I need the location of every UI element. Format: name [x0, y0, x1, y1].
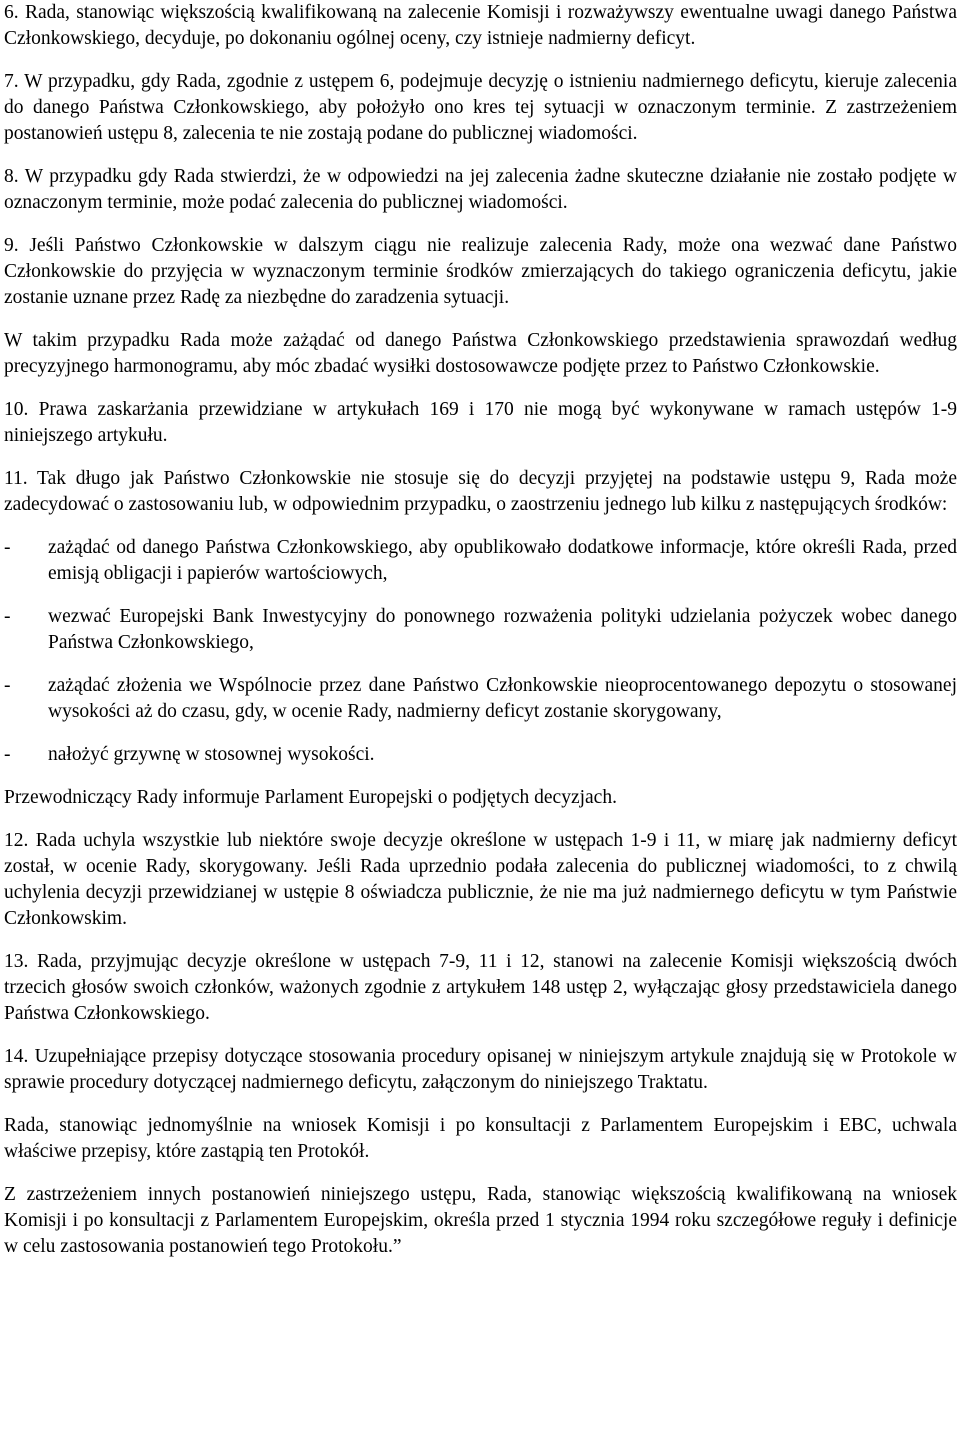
paragraph-14-continuation-1: Rada, stanowiąc jednomyślnie na wniosek Komisji i po konsultacji z Parlamentem Europejskim i EBC, uchwala właściwe przepisy, które zastąpią ten Protokół.: [4, 1115, 957, 1162]
list-item: [4, 604, 957, 656]
list-bullet: -: [4, 744, 11, 765]
list-bullet: -: [4, 675, 11, 696]
paragraph-14-continuation-2: Z zastrzeżeniem innych postanowień niniejszego ustępu, Rada, stanowiąc większością kwalifikowaną na wniosek Komisji i po konsultacji z Parlamentem Europejskim, określa przed 1 stycznia 1994 roku szczegółowe reguły i definicje w celu zastosowania postanowień tego Protokołu.”: [4, 1184, 957, 1257]
paragraph-13: 13. Rada, przyjmując decyzje określone w ustępach 7-9, 11 i 12, stanowi na zalecenie Komisji większością dwóch trzecich głosów swoich członków, ważonych zgodnie z artykułem 148 ustęp 2, wyłączając głosy przedstawiciela danego Państwa Członkowskiego.: [4, 951, 957, 1024]
paragraph-9: 9. Jeśli Państwo Członkowskie w dalszym ciągu nie realizuje zalecenia Rady, może ona wezwać dane Państwo Członkowskie do przyjęcia w wyznaczonym terminie środków zmierzających do takiego ograniczenia deficytu, jakie zostanie uznane przez Radę za niezbędne do zaradzenia sytuacji.: [4, 235, 957, 308]
paragraph-president-informs: Przewodniczący Rady informuje Parlament Europejski o podjętych decyzjach.: [4, 787, 617, 808]
paragraph-6: 6. Rada, stanowiąc większością kwalifikowaną na zalecenie Komisji i rozważywszy ewentualne uwagi danego Państwa Członkowskiego, decyduje, po dokonaniu ogólnej oceny, czy istnieje nadmierny deficyt.: [4, 2, 957, 49]
list-item-text: zażądać od danego Państwa Członkowskiego, aby opublikowało dodatkowe informacje, które określi Rada, przed emisją obligacji i papierów wartościowych,: [48, 537, 957, 584]
paragraph-9-continuation: W takim przypadku Rada może zażądać od danego Państwa Członkowskiego przedstawienia sprawozdań według precyzyjnego harmonogramu, aby móc zbadać wysiłki dostosowawcze podjęte przez to Państwo Członkowskie.: [4, 330, 957, 377]
list-item-text: nałożyć grzywnę w stosownej wysokości.: [48, 744, 375, 765]
list-bullet: -: [4, 606, 11, 627]
paragraph-14: 14. Uzupełniające przepisy dotyczące stosowania procedury opisanej w niniejszym artykule znajdują się w Protokole w sprawie procedury dotyczącej nadmiernego deficytu, załączonym do niniejszego Traktatu.: [4, 1046, 957, 1093]
document-page: [4, 0, 957, 1277]
list-item: [4, 535, 957, 587]
paragraph-12: 12. Rada uchyla wszystkie lub niektóre swoje decyzje określone w ustępach 1-9 i 11, w miarę jak nadmierny deficyt został, w ocenie Rady, skorygowany. Jeśli Rada uprzednio podała zalecenia do publicznej wiadomości, to z chwilą uchylenia decyzji przewidzianej w ustępie 8 oświadcza publicznie, że nie ma już nadmiernego deficytu w tym Państwie Członkowskim.: [4, 830, 957, 929]
list-bullet: -: [4, 537, 11, 558]
paragraph-7: 7. W przypadku, gdy Rada, zgodnie z ustępem 6, podejmuje decyzję o istnieniu nadmiernego deficytu, kieruje zalecenia do danego Państwa Członkowskiego, aby położyło ono kres tej sytuacji w oznaczonym terminie. Z zastrzeżeniem postanowień ustępu 8, zalecenia te nie zostają podane do publicznej wiadomości.: [4, 71, 957, 144]
list-item-text: zażądać złożenia we Wspólnocie przez dane Państwo Członkowskie nieoprocentowanego depozytu o stosowanej wysokości aż do czasu, gdy, w ocenie Rady, nadmierny deficyt zostanie skorygowany,: [48, 675, 957, 722]
list-item-text: wezwać Europejski Bank Inwestycyjny do ponownego rozważenia polityki udzielania pożyczek wobec danego Państwa Członkowskiego,: [48, 606, 957, 653]
paragraph-11: 11. Tak długo jak Państwo Członkowskie nie stosuje się do decyzji przyjętej na podstawie ustępu 9, Rada może zadecydować o zastosowaniu lub, w odpowiednim przypadku, o zaostrzeniu jednego lub kilku z następujących środków:: [4, 468, 957, 515]
list-item: [4, 673, 957, 725]
paragraph-10: 10. Prawa zaskarżania przewidziane w artykułach 169 i 170 nie mogą być wykonywane w ramach ustępów 1-9 niniejszego artykułu.: [4, 399, 957, 446]
paragraph-8: 8. W przypadku gdy Rada stwierdzi, że w odpowiedzi na jej zalecenia żadne skuteczne działanie nie zostało podjęte w oznaczonym terminie, może podać zalecenia do publicznej wiadomości.: [4, 166, 957, 213]
list-item: [4, 742, 957, 768]
